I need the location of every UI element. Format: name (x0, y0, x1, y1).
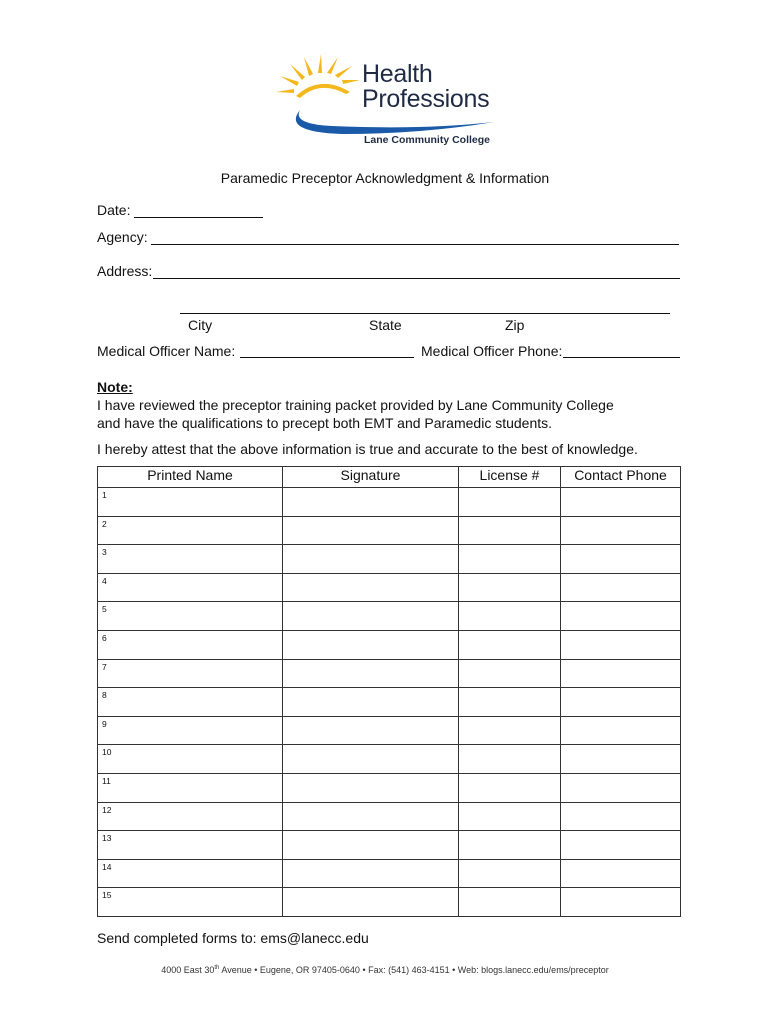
license-cell[interactable] (459, 716, 561, 745)
printed-name-cell[interactable] (98, 516, 283, 545)
table-row (98, 659, 681, 688)
row-number: 7 (102, 661, 107, 672)
table-row (98, 630, 681, 659)
row-number: 3 (102, 547, 107, 558)
note-label: Note: (97, 379, 133, 395)
signature-cell[interactable] (283, 773, 459, 802)
table-row (98, 859, 681, 888)
medical-officer-phone-field[interactable] (563, 357, 680, 358)
table-row (98, 773, 681, 802)
table-row (98, 745, 681, 774)
contact-phone-cell[interactable] (561, 516, 681, 545)
medical-officer-name-label: Medical Officer Name: (97, 343, 236, 359)
row-number: 12 (102, 804, 112, 815)
header-signature: Signature (283, 467, 459, 488)
attestation-text: I hereby attest that the above information is true and accurate to the best of knowledge. (97, 441, 638, 457)
table-row (98, 545, 681, 574)
table-row (98, 516, 681, 545)
printed-name-cell[interactable] (98, 659, 283, 688)
contact-phone-cell[interactable] (561, 745, 681, 774)
license-cell[interactable] (459, 831, 561, 860)
table-row (98, 602, 681, 631)
send-instructions: Send completed forms to: ems@lanecc.edu (97, 930, 369, 946)
signature-cell[interactable] (283, 659, 459, 688)
row-number: 13 (102, 833, 112, 844)
contact-phone-cell[interactable] (561, 888, 681, 917)
license-cell[interactable] (459, 888, 561, 917)
contact-phone-cell[interactable] (561, 859, 681, 888)
license-cell[interactable] (459, 545, 561, 574)
license-cell[interactable] (459, 573, 561, 602)
address-label: Address: (97, 263, 153, 279)
signature-cell[interactable] (283, 888, 459, 917)
header-contact-phone: Contact Phone (561, 467, 681, 488)
date-field[interactable] (134, 217, 263, 218)
contact-phone-cell[interactable] (561, 659, 681, 688)
row-number: 10 (102, 747, 112, 758)
contact-phone-cell[interactable] (561, 773, 681, 802)
footer-address-pre: 4000 East 30 (161, 965, 215, 975)
preceptor-table (97, 466, 681, 917)
license-cell[interactable] (459, 630, 561, 659)
signature-cell[interactable] (283, 745, 459, 774)
row-number: 6 (102, 632, 107, 643)
contact-phone-cell[interactable] (561, 488, 681, 517)
contact-phone-cell[interactable] (561, 716, 681, 745)
table-row (98, 573, 681, 602)
signature-cell[interactable] (283, 573, 459, 602)
footer-contact (0, 965, 770, 975)
printed-name-cell[interactable] (98, 688, 283, 717)
note-line-2: and have the qualifications to precept both EMT and Paramedic students. (97, 415, 553, 431)
table-header-row (98, 467, 681, 488)
signature-cell[interactable] (283, 630, 459, 659)
printed-name-cell[interactable] (98, 630, 283, 659)
contact-phone-cell[interactable] (561, 545, 681, 574)
printed-name-cell[interactable] (98, 888, 283, 917)
medical-officer-name-field[interactable] (240, 357, 414, 358)
printed-name-cell[interactable] (98, 859, 283, 888)
printed-name-cell[interactable] (98, 602, 283, 631)
table-row (98, 688, 681, 717)
note-line-1: I have reviewed the preceptor training packet provided by Lane Community College (97, 397, 614, 413)
table-row (98, 802, 681, 831)
license-cell[interactable] (459, 516, 561, 545)
city-state-zip-field[interactable] (180, 313, 670, 314)
agency-label: Agency: (97, 229, 148, 245)
contact-phone-cell[interactable] (561, 688, 681, 717)
printed-name-cell[interactable] (98, 745, 283, 774)
license-cell[interactable] (459, 773, 561, 802)
agency-field[interactable] (151, 244, 679, 245)
row-number: 4 (102, 575, 107, 586)
logo-subtitle: Lane Community College (364, 134, 491, 146)
address-field[interactable] (153, 278, 680, 279)
logo-word-professions: Professions (362, 85, 490, 113)
signature-cell[interactable] (283, 831, 459, 860)
state-label: State (369, 317, 402, 333)
signature-cell[interactable] (283, 602, 459, 631)
note-block (97, 378, 697, 432)
footer-address-post: Avenue • Eugene, OR 97405-0640 • Fax: (541) 463-4151 • Web: blogs.lanecc.edu/ems/preceptor (219, 965, 609, 975)
signature-cell[interactable] (283, 545, 459, 574)
contact-phone-cell[interactable] (561, 831, 681, 860)
health-professions-logo (272, 52, 502, 152)
license-cell[interactable] (459, 659, 561, 688)
table-row (98, 831, 681, 860)
license-cell[interactable] (459, 688, 561, 717)
license-cell[interactable] (459, 802, 561, 831)
printed-name-cell[interactable] (98, 831, 283, 860)
contact-phone-cell[interactable] (561, 573, 681, 602)
medical-officer-phone-label: Medical Officer Phone: (421, 343, 563, 359)
city-label: City (188, 317, 213, 333)
contact-phone-cell[interactable] (561, 802, 681, 831)
zip-label: Zip (505, 317, 525, 333)
license-cell[interactable] (459, 488, 561, 517)
row-number: 8 (102, 690, 107, 701)
license-cell[interactable] (459, 859, 561, 888)
signature-cell[interactable] (283, 488, 459, 517)
row-number: 9 (102, 718, 107, 729)
printed-name-cell[interactable] (98, 545, 283, 574)
signature-cell[interactable] (283, 859, 459, 888)
table-body (98, 488, 681, 917)
form-title: Paramedic Preceptor Acknowledgment & Information (220, 170, 550, 186)
signature-cell[interactable] (283, 716, 459, 745)
license-cell[interactable] (459, 745, 561, 774)
printed-name-cell[interactable] (98, 573, 283, 602)
printed-name-cell[interactable] (98, 802, 283, 831)
signature-cell[interactable] (283, 688, 459, 717)
license-cell[interactable] (459, 602, 561, 631)
footer-address-sup: th (214, 965, 220, 971)
contact-phone-cell[interactable] (561, 630, 681, 659)
printed-name-cell[interactable] (98, 773, 283, 802)
row-number: 14 (102, 861, 112, 872)
row-number: 1 (102, 490, 107, 500)
logo-word-health: Health (362, 60, 433, 88)
signature-cell[interactable] (283, 516, 459, 545)
printed-name-cell[interactable] (98, 488, 283, 517)
row-number: 5 (102, 604, 107, 615)
signature-cell[interactable] (283, 802, 459, 831)
table-row (98, 888, 681, 917)
printed-name-cell[interactable] (98, 716, 283, 745)
header-license: License # (459, 467, 561, 488)
date-label: Date: (97, 202, 131, 218)
row-number: 2 (102, 518, 107, 529)
row-number: 11 (102, 775, 111, 786)
table-row (98, 716, 681, 745)
row-number: 15 (102, 890, 112, 901)
table-row (98, 488, 681, 517)
contact-phone-cell[interactable] (561, 602, 681, 631)
header-printed-name: Printed Name (98, 467, 283, 488)
